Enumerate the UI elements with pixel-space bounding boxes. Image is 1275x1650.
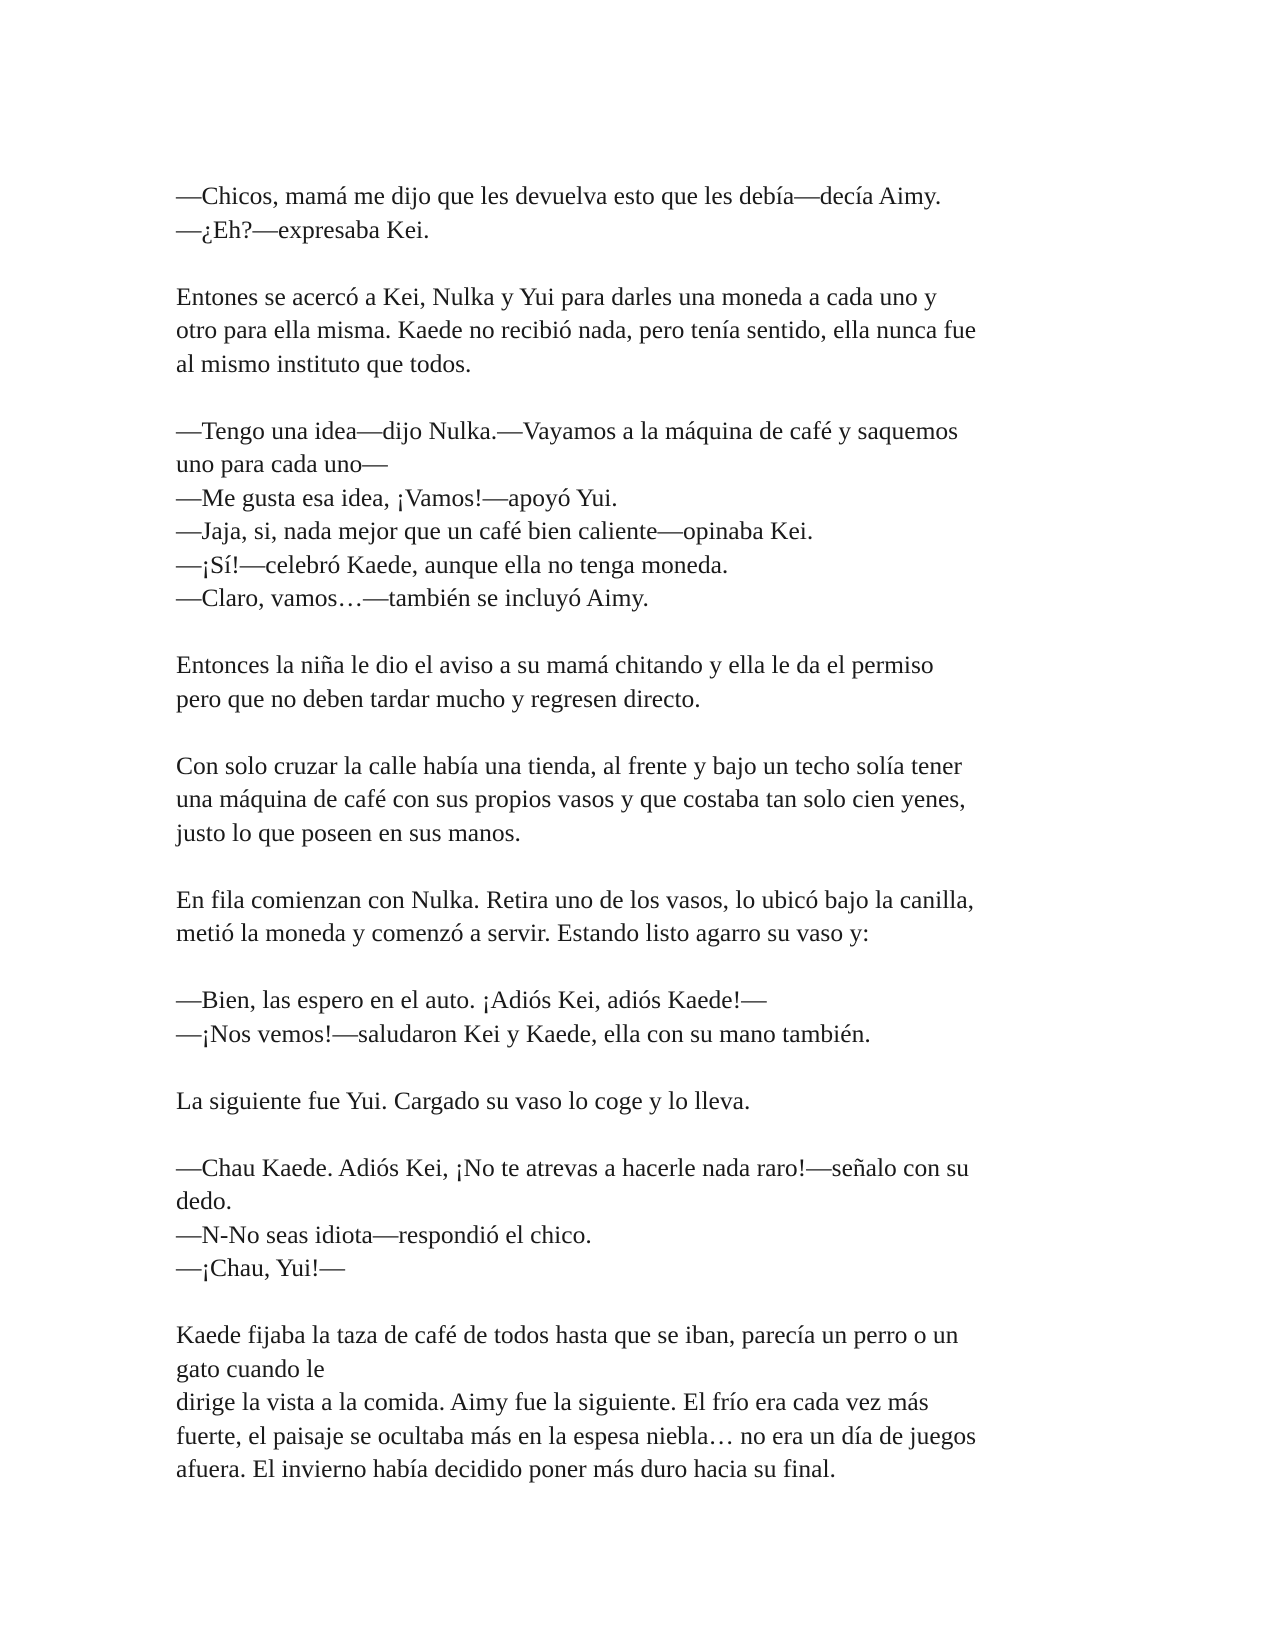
text-line: La siguiente fue Yui. Cargado su vaso lo coge y lo lleva.: [176, 1085, 751, 1115]
text-line: —Bien, las espero en el auto. ¡Adiós Kei, adiós Kaede!—: [176, 985, 767, 1014]
text-line: al mismo instituto que todos.: [176, 348, 472, 378]
text-line: Entones se acercó a Kei, Nulka y Yui para darles una moneda a cada uno y: [176, 281, 937, 311]
text-line: —Chicos, mamá me dijo que les devuelva esto que les debía—decía Aimy.: [176, 181, 942, 210]
text-line: otro para ella misma. Kaede no recibió nada, pero tenía sentido, ella nunca fue: [176, 315, 977, 344]
text-line: Entonces la niña le dio el aviso a su mamá chitando y ella le da el permiso: [176, 650, 934, 679]
text-line: En fila comienzan con Nulka. Retira uno de los vasos, lo ubicó bajo la canilla,: [176, 884, 975, 914]
text-line: Con solo cruzar la calle había una tienda, al frente y bajo un techo solía tener: [176, 750, 962, 780]
text-line: uno para cada uno—: [176, 449, 388, 478]
text-line: —¿Eh?—expresaba Kei.: [176, 214, 430, 244]
paragraph: [176, 179, 1106, 246]
paragraph: [176, 749, 1106, 850]
text-line: —Claro, vamos…—también se incluyó Aimy.: [176, 583, 649, 612]
text-line: —Tengo una idea—dijo Nulka.—Vayamos a la máquina de café y saquemos: [176, 415, 959, 445]
text-line: dirige la vista a la comida. Aimy fue la siguiente. El frío era cada vez más: [176, 1387, 929, 1416]
text-line: justo lo que poseen en sus manos.: [176, 817, 521, 847]
text-line: —Me gusta esa idea, ¡Vamos!—apoyó Yui.: [176, 482, 618, 512]
text-line: fuerte, el paisaje se ocultaba más en la espesa niebla… no era un día de juegos: [176, 1420, 977, 1450]
text-line: pero que no deben tardar mucho y regresen directo.: [176, 683, 701, 713]
text-line: afuera. El invierno había decidido poner más duro hacia su final.: [176, 1454, 836, 1483]
paragraph: [176, 1084, 1106, 1118]
paragraph: [176, 983, 1106, 1050]
paragraph: [176, 1318, 1106, 1486]
text-line: —Chau Kaede. Adiós Kei, ¡No te atrevas a hacerle nada raro!—señalo con su: [176, 1152, 970, 1182]
text-line: —¡Chau, Yui!—: [176, 1253, 346, 1282]
paragraph: [176, 883, 1106, 950]
paragraph: [176, 648, 1106, 715]
text-line: metió la moneda y comenzó a servir. Estando listo agarro su vaso y:: [176, 918, 870, 947]
text-line: Kaede fijaba la taza de café de todos hasta que se iban, parecía un perro o un: [176, 1320, 959, 1349]
text-line: —Jaja, si, nada mejor que un café bien caliente—opinaba Kei.: [176, 516, 814, 545]
paragraph: [176, 280, 1106, 381]
text-line: —¡Nos vemos!—saludaron Kei y Kaede, ella con su mano también.: [176, 1018, 871, 1048]
paragraph: [176, 414, 1106, 615]
text-line: —¡Sí!—celebró Kaede, aunque ella no tenga moneda.: [176, 549, 729, 579]
body-text: [176, 179, 1106, 1519]
paragraph: [176, 1151, 1106, 1285]
text-line: dedo.: [176, 1186, 232, 1215]
text-line: —N-No seas idiota—respondió el chico.: [176, 1219, 592, 1249]
text-line: una máquina de café con sus propios vasos y que costaba tan solo cien yenes,: [176, 784, 966, 813]
text-line: gato cuando le: [176, 1353, 325, 1383]
